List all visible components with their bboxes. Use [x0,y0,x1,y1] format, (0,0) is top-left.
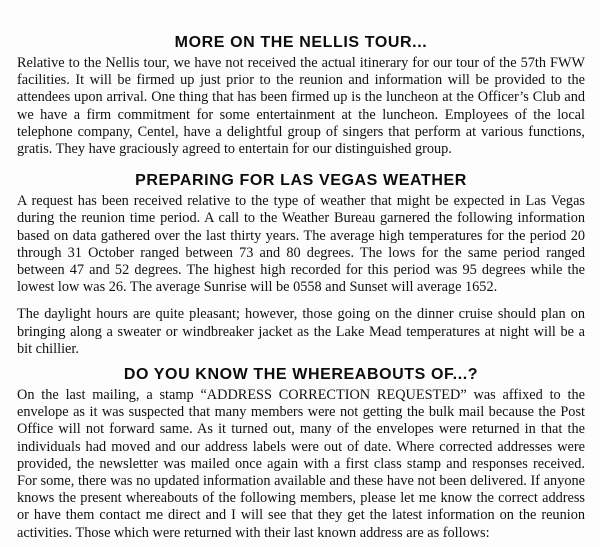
weather-heading: PREPARING FOR LAS VEGAS WEATHER [135,172,467,190]
weather-section [17,172,585,358]
nellis-tour-heading: MORE ON THE NELLIS TOUR... [174,34,428,51]
nellis-tour-paragraph: Relative to the Nellis tour, we have not received the actual itinerary for our tour of the 57th FWW facilities. It will be firmed up just prior to the reunion and information will be provided to the attendees upon arrival. One thing that has been firmed up is the luncheon at the Officer’s Club and we have a firm commitment for some entertainment at the luncheon. Employees of the local telephone company, Centel, have a delightful group of singers that perform at various functions, gratis. They have graciously agreed to entertain for our distinguished group. [17,55,585,158]
weather-paragraph-1: A request has been received relative to the type of weather that might be expected in Las Vegas during the reunion time period. A call to the Weather Bureau garnered the following information based on data gathered over the last thirty years. The average high temperatures for the period 20 through 31 October ranged between 73 and 80 degrees. The lows for the same period ranged between 47 and 52 degrees. The highest high recorded for this period was 95 degrees while the lowest low was 26. The average Sunrise will be 0558 and Sunset will average 1652. [17,193,585,296]
article-column [17,34,585,542]
nellis-tour-section [17,34,585,158]
whereabouts-paragraph: On the last mailing, a stamp “ADDRESS CORRECTION REQUESTED” was affixed to the envelope as it was suspected that many members were not getting the bulk mail because the Post Office will not forward same. As it turned out, many of the envelopes were returned in that the individuals had moved and our address labels were out of date. Where corrected addresses were provided, the newsletter was mailed once again with a first class stamp and responses received. For some, there was no updated information available and these have not been delivered. If anyone knows the present whereabouts of the following members, please let me know the correct address or have them contact me direct and I will see that they get the latest information on the reunion activities. Those which were returned with their last known address are as follows: [17,387,585,541]
whereabouts-heading: DO YOU KNOW THE WHEREABOUTS OF...? [123,366,479,384]
whereabouts-section [17,366,585,542]
weather-paragraph-2: The daylight hours are quite pleasant; however, those going on the dinner cruise should plan on bringing along a sweater or windbreaker jacket as the Lake Mead temperatures at night will be a bit chillier. [17,306,585,357]
